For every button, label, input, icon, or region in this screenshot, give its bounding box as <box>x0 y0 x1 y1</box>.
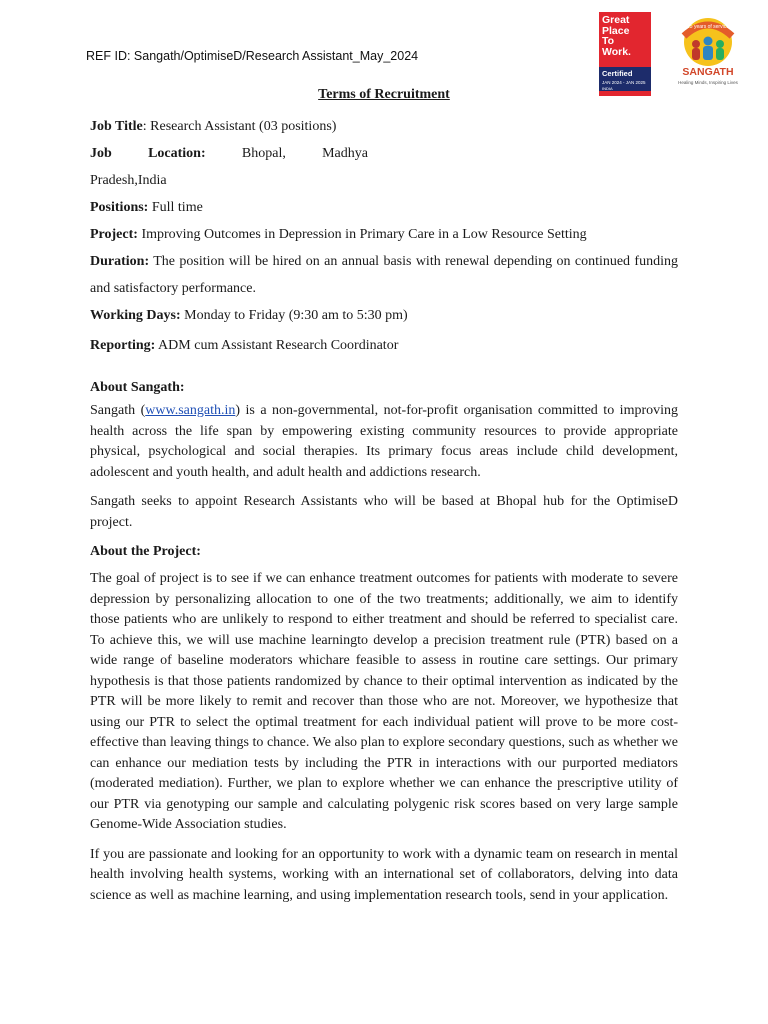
about-sangath-paragraph: Sangath (www.sangath.in) is a non-governmental, not-for-profit organisation committed to improving health across the life span by empowering existing community resources to provide appropriate physical, psychological and social therapies. Its primary focus areas include child development, adolescent and youth health, and adult health and addictions research. <box>90 403 679 480</box>
sangath-name: SANGATH <box>682 66 734 78</box>
sangath-logo <box>672 14 744 90</box>
badge-certified: Certified <box>602 69 633 78</box>
project-field: Project: Improving Outcomes in Depression in Primary Care in a Low Resource Setting <box>90 227 587 242</box>
great-place-to-work-badge <box>599 12 651 96</box>
svg-text:25 years of service: 25 years of service <box>687 24 729 30</box>
appointment-paragraph: Sangath seeks to appoint Research Assistants who will be based at Bhopal hub for the OptimiseD project. <box>90 494 678 530</box>
duration-field: Duration: The position will be hired on an annual basis with renewal depending on continued funding and satisfactory performance. <box>90 254 678 296</box>
reference-id: REF ID: Sangath/OptimiseD/Research Assistant_May_2024 <box>86 49 419 63</box>
sangath-emblem-icon <box>672 14 744 68</box>
sangath-website-link[interactable]: www.sangath.in <box>145 403 236 418</box>
project-goal-paragraph: The goal of project is to see if we can enhance treatment outcomes for patients with moderate to severe depression by personalizing allocation to one of the two treatments; additionally, we aim to identify those patients who are unlikely to respond to either treatment and should be referred to specialist care. To achieve this, we will use machine learningto develop a precision treatment rule (PTR) based on a wide range of baseline moderators whichare feasible to assess in routine care settings. Our primary hypothesis is that those patients randomized by chance to their optimal intervention as indicated by the PTR will be more likely to remit and recover than those who are not. Moreover, we hypothesize that using our PTR to select the optimal treatment for each individual patient will prove to be more cost-effective than leaving things to chance. We also plan to explore secondary questions, such as whether we can enhance our mediation tests by including the PTR in interactions with our purported mediators (moderated mediation). Further, we plan to explore whether we can enhance the prescriptive utility of our PTR via genotyping our sample and calculating polygenic risk scores based on very large sample Genome-Wide Association studies. <box>90 571 678 832</box>
document-body <box>90 85 678 906</box>
reporting-field: Reporting: ADM cum Assistant Research Coordinator <box>90 338 399 353</box>
about-sangath-heading: About Sangath: <box>90 380 185 395</box>
about-project-heading: About the Project: <box>90 544 201 559</box>
working-days-field: Working Days: Monday to Friday (9:30 am to 5:30 pm) <box>90 308 408 323</box>
badge-text: Great Place To Work. <box>602 14 631 58</box>
positions-field: Positions: Full time <box>90 200 203 215</box>
job-location-continued: Pradesh,India <box>90 173 167 188</box>
badge-dates: JAN 2024 - JAN 2025 <box>602 80 646 85</box>
document-title: Terms of Recruitment <box>318 87 450 102</box>
badge-country: INDIA <box>602 86 613 91</box>
job-title-field: Job Title: Research Assistant (03 positions) <box>90 119 337 134</box>
sangath-tagline: Healing Minds, Inspiring Lives <box>678 80 738 85</box>
job-location-field: Job Location: Bhopal, Madhya <box>90 146 368 161</box>
call-to-apply-paragraph: If you are passionate and looking for an opportunity to work with a dynamic team on research in mental health involving health systems, working with an international set of collaborators, delving into data science as well as machine learning, and using implementation research tools, send in your application. <box>90 846 678 903</box>
